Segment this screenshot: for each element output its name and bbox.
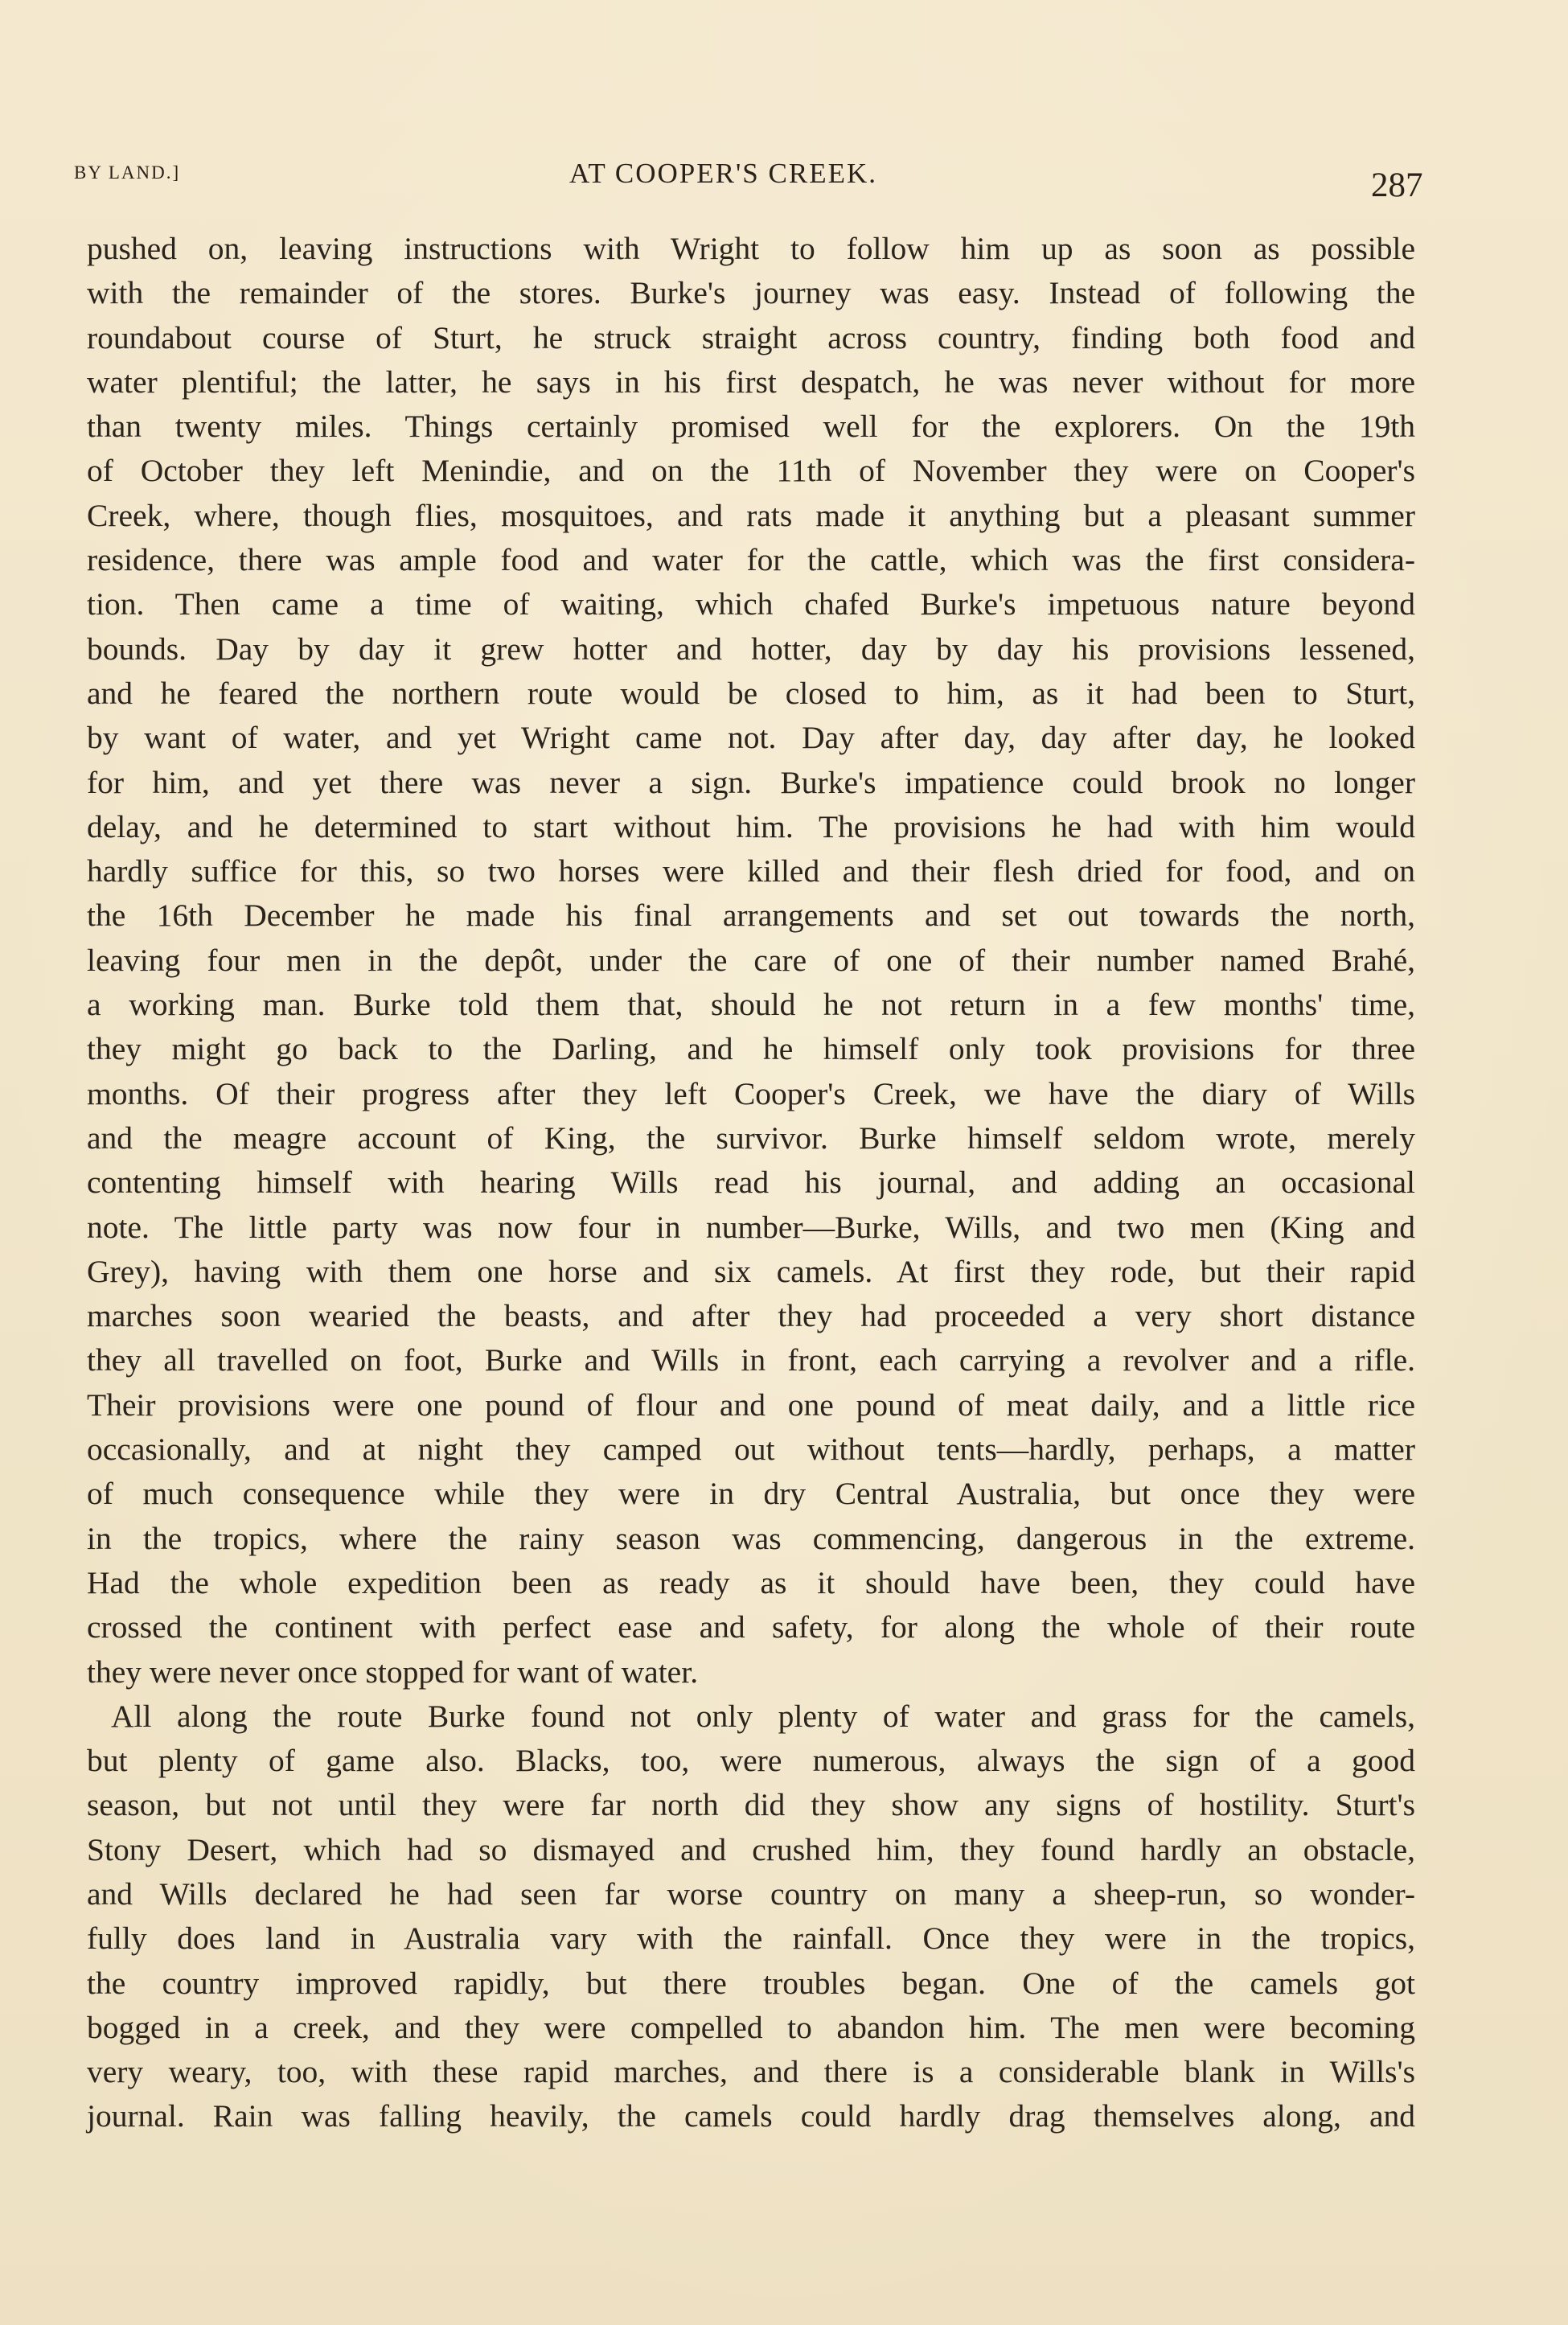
text-line: contenting himself with hearing Wills read his journal, and adding an occasional	[87, 1165, 1415, 1201]
text-line: hardly suffice for this, so two horses were killed and their flesh dried for food, and on	[87, 853, 1415, 889]
text-line: season, but not until they were far north did they show any signs of hostility. Sturt's	[87, 1787, 1415, 1823]
text-line: by want of water, and yet Wright came not. Day after day, day after day, he looked	[87, 720, 1415, 756]
text-line: journal. Rain was falling heavily, the camels could hardly drag themselves along, and	[87, 2098, 1415, 2134]
text-line: bounds. Day by day it grew hotter and hotter, day by day his provisions lessened,	[87, 631, 1415, 667]
running-head	[74, 158, 1425, 206]
text-line: in the tropics, where the rainy season was commencing, dangerous in the extreme.	[87, 1520, 1415, 1556]
text-line: a working man. Burke told them that, should he not return in a few months' time,	[87, 987, 1415, 1023]
text-line: but plenty of game also. Blacks, too, were numerous, always the sign of a good	[87, 1743, 1415, 1779]
text-line: All along the route Burke found not only plenty of water and grass for the camels,	[111, 1698, 1415, 1734]
text-line: the 16th December he made his final arrangements and set out towards the north,	[87, 898, 1415, 934]
text-line: marches soon wearied the beasts, and after they had proceeded a very short distance	[87, 1298, 1415, 1334]
text-line: leaving four men in the depôt, under the care of one of their number named Brahé,	[87, 942, 1415, 978]
text-line: very weary, too, with these rapid marches, and there is a considerable blank in Wills's	[87, 2054, 1415, 2090]
running-head-title: AT COOPER'S CREEK.	[569, 158, 877, 189]
text-line: months. Of their progress after they left Cooper's Creek, we have the diary of Wills	[87, 1075, 1415, 1111]
text-line: tion. Then came a time of waiting, which chafed Burke's impetuous nature beyond	[87, 586, 1415, 622]
text-line: and he feared the northern route would be closed to him, as it had been to Sturt,	[87, 675, 1415, 711]
paragraph-2	[87, 1694, 1415, 2139]
text-line: the country improved rapidly, but there troubles began. One of the camels got	[87, 1965, 1415, 2001]
text-line: Grey), having with them one horse and six camels. At first they rode, but their rapid	[87, 1253, 1415, 1289]
page-number: 287	[1371, 166, 1423, 204]
text-line: roundabout course of Sturt, he struck straight across country, finding both food and	[87, 319, 1415, 355]
text-line: Had the whole expedition been as ready as it should have been, they could have	[87, 1564, 1415, 1600]
text-line: they might go back to the Darling, and he himself only took provisions for three	[87, 1031, 1415, 1067]
text-line: bogged in a creek, and they were compelled to abandon him. The men were becoming	[87, 2009, 1415, 2045]
text-line: Stony Desert, which had so dismayed and crushed him, they found hardly an obstacle,	[87, 1831, 1415, 1867]
text-line: and the meagre account of King, the survivor. Burke himself seldom wrote, merely	[87, 1119, 1415, 1156]
body-text	[87, 227, 1415, 2139]
text-line: pushed on, leaving instructions with Wright to follow him up as soon as possible	[87, 231, 1415, 266]
text-line: and Wills declared he had seen far worse country on many a sheep-run, so wonder-	[87, 1875, 1415, 1912]
text-line: with the remainder of the stores. Burke's journey was easy. Instead of following the	[87, 275, 1415, 311]
text-line: note. The little party was now four in number—Burke, Wills, and two men (King and	[87, 1209, 1415, 1245]
text-line: occasionally, and at night they camped out without tents—hardly, perhaps, a matter	[87, 1432, 1415, 1468]
text-line: of October they left Menindie, and on the 11th of November they were on Cooper's	[87, 453, 1415, 489]
text-line: crossed the continent with perfect ease and safety, for along the whole of their route	[87, 1609, 1415, 1645]
text-line: of much consequence while they were in dry Central Australia, but once they were	[87, 1476, 1415, 1512]
text-line: they were never once stopped for want of water.	[87, 1653, 699, 1690]
text-line: than twenty miles. Things certainly promised well for the explorers. On the 19th	[87, 409, 1415, 445]
text-line: Their provisions were one pound of flour and one pound of meat daily, and a little rice	[87, 1386, 1415, 1423]
text-line: fully does land in Australia vary with the rainfall. Once they were in the tropics,	[87, 1920, 1415, 1957]
text-line: residence, there was ample food and water for the cattle, which was the first considera-	[87, 542, 1415, 578]
paragraph-1	[87, 227, 1415, 1694]
text-line: they all travelled on foot, Burke and Wills in front, each carrying a revolver and a rifle.	[87, 1342, 1415, 1378]
text-line: water plentiful; the latter, he says in his first despatch, he was never without for more	[87, 364, 1415, 400]
text-line: Creek, where, though flies, mosquitoes, and rats made it anything but a pleasant summer	[87, 497, 1415, 533]
text-line: for him, and yet there was never a sign. Burke's impatience could brook no longer	[87, 764, 1415, 800]
running-head-section: BY LAND.]	[74, 162, 181, 183]
text-line: delay, and he determined to start without him. The provisions he had with him would	[87, 808, 1415, 844]
